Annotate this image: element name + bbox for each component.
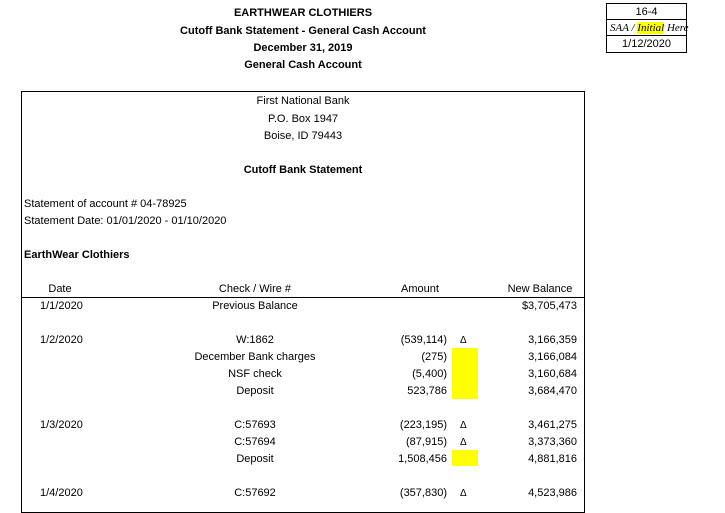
tick-mark-icon: Δ [460, 420, 467, 431]
row-description: Deposit [236, 453, 274, 465]
tick-highlight [452, 348, 478, 399]
row-description: Previous Balance [212, 300, 298, 312]
row-balance: 3,166,359 [528, 334, 577, 346]
column-amount: Amount [401, 283, 439, 295]
row-description: W:1862 [236, 334, 274, 346]
row-amount: (5,400) [412, 368, 447, 380]
row-description: C:57693 [234, 419, 276, 431]
row-balance: 3,166,084 [528, 351, 577, 363]
row-amount: 1,508,456 [398, 453, 447, 465]
row-balance: 3,684,470 [528, 385, 577, 397]
row-amount: (275) [421, 351, 447, 363]
row-balance: 3,160,684 [528, 368, 577, 380]
column-new-balance: New Balance [507, 283, 573, 295]
tick-mark-icon: Δ [460, 488, 467, 499]
tick-mark-icon: Δ [460, 335, 467, 346]
signoff-date: 1/12/2020 [622, 38, 671, 50]
row-amount: (223,195) [399, 419, 447, 431]
row-balance: 4,523,986 [528, 487, 577, 499]
initial-here-text: Here [664, 22, 689, 34]
reference-box [606, 3, 687, 53]
column-check-wire: Check / Wire # [218, 283, 292, 295]
row-description: C:57694 [234, 436, 276, 448]
preparer-initials: SAA / [610, 22, 638, 34]
statement-date-range: Statement Date: 01/01/2020 - 01/10/2020 [24, 215, 227, 227]
account-name: General Cash Account [244, 59, 362, 71]
row-amount: 523,786 [407, 385, 447, 397]
workpaper-index: 16-4 [607, 4, 686, 20]
tick-mark-icon: Δ [460, 437, 467, 448]
initial-field[interactable]: Initial [637, 22, 665, 34]
statement-account-number: Statement of account # 04-78925 [24, 198, 187, 210]
company-name: EARTHWEAR CLOTHIERS [233, 7, 373, 19]
row-balance: 3,373,360 [528, 436, 577, 448]
row-balance: $3,705,473 [521, 300, 577, 312]
tick-highlight [452, 450, 478, 466]
workpaper-title: Cutoff Bank Statement - General Cash Account [180, 25, 426, 37]
bank-address-line2: Boise, ID 79443 [263, 130, 343, 142]
row-balance: 3,461,275 [528, 419, 577, 431]
row-date: 1/3/2020 [40, 419, 83, 431]
row-date: 1/2/2020 [40, 334, 83, 346]
customer-name: EarthWear Clothiers [24, 249, 130, 261]
column-date: Date [48, 283, 72, 295]
row-date: 1/1/2020 [40, 300, 83, 312]
bank-address-line1: P.O. Box 1947 [267, 113, 339, 125]
preparer-signoff[interactable] [607, 20, 689, 36]
row-description: C:57692 [234, 487, 276, 499]
row-amount: (87,915) [406, 436, 447, 448]
row-date: 1/4/2020 [40, 487, 83, 499]
row-description: Deposit [236, 385, 274, 397]
row-balance: 4,881,816 [528, 453, 577, 465]
row-description: NSF check [228, 368, 282, 380]
workpaper-date: December 31, 2019 [253, 42, 353, 54]
row-amount: (539,114) [400, 334, 447, 346]
row-amount: (357,830) [399, 487, 447, 499]
statement-title: Cutoff Bank Statement [243, 164, 363, 176]
bank-name: First National Bank [256, 95, 350, 107]
row-description: December Bank charges [194, 351, 316, 363]
